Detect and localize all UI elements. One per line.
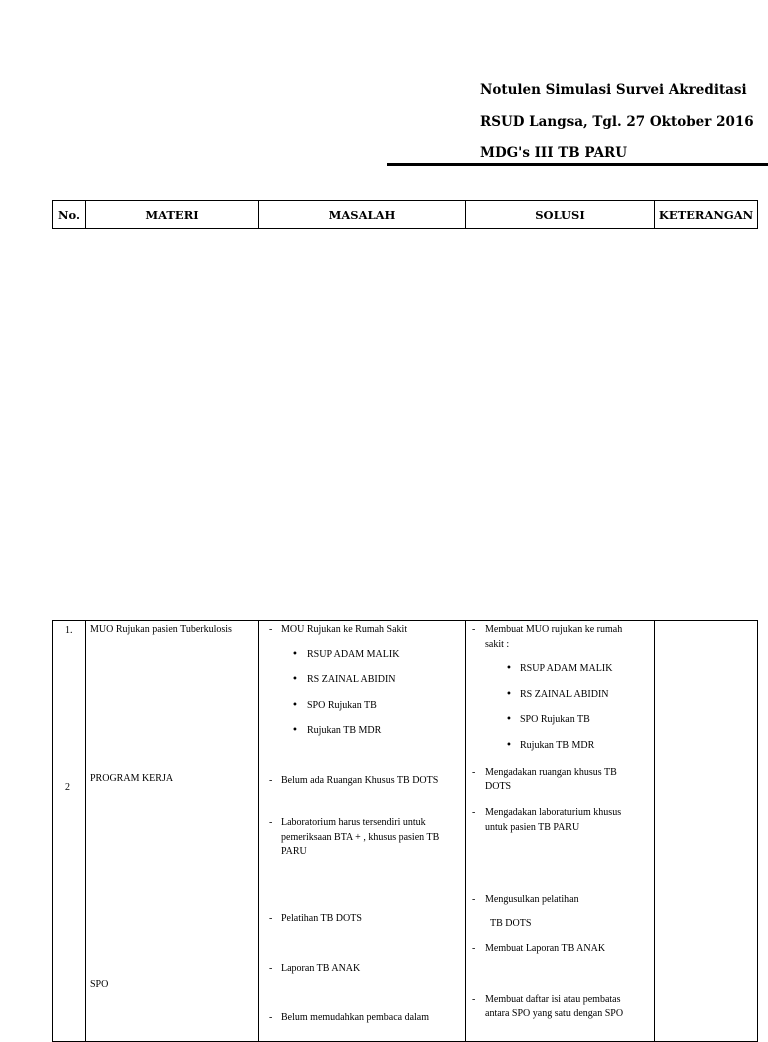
materi-spo: SPO — [90, 979, 109, 990]
solusi-bullet-tb-mdr: Rujukan TB MDR — [520, 740, 595, 751]
solusi-pelatihan-line1: Mengusulkan pelatihan — [485, 894, 579, 905]
col-header-materi: MATERI — [86, 201, 259, 229]
masalah-bullet-zainal-abidin: RS ZAINAL ABIDIN — [307, 674, 396, 685]
row-number-2: 2 — [65, 782, 70, 793]
row-number-1: 1. — [65, 625, 73, 636]
solusi-laporan: Membuat Laporan TB ANAK — [485, 943, 606, 954]
solusi-lab-line1: Mengadakan laboraturium khusus — [485, 807, 622, 818]
bullet-dot: • — [506, 740, 512, 751]
col-header-masalah: MASALAH — [259, 201, 466, 229]
cell-keterangan — [655, 621, 758, 1042]
solusi-bullet-spo-rujukan: SPO Rujukan TB — [520, 714, 590, 725]
solusi-mou-line2: sakit : — [485, 639, 510, 650]
solusi-ruangan-line2: DOTS — [485, 781, 512, 792]
dash-bullet: - — [269, 775, 273, 786]
dash-bullet: - — [269, 624, 273, 635]
masalah-bullet-spo-rujukan: SPO Rujukan TB — [307, 700, 377, 711]
header-rule — [387, 163, 768, 166]
dash-bullet: - — [269, 1012, 273, 1023]
masalah-ruangan: Belum ada Ruangan Khusus TB DOTS — [281, 775, 439, 786]
dash-bullet: - — [269, 817, 273, 828]
doc-subtitle-program: MDG's III TB PARU — [480, 145, 628, 161]
masalah-lab-line2: pemeriksaan BTA + , khusus pasien TB — [281, 832, 440, 843]
materi-rujukan: MUO Rujukan pasien Tuberkulosis — [90, 624, 232, 635]
bullet-dot: • — [292, 649, 298, 660]
bullet-dot: • — [292, 725, 298, 736]
masalah-laporan: Laporan TB ANAK — [281, 963, 361, 974]
masalah-bullet-adam-malik: RSUP ADAM MALIK — [307, 649, 400, 660]
dash-bullet: - — [269, 913, 273, 924]
bullet-dot: • — [506, 689, 512, 700]
col-header-solusi: SOLUSI — [466, 201, 655, 229]
dash-bullet: - — [472, 767, 476, 778]
solusi-ruangan-line1: Mengadakan ruangan khusus TB — [485, 767, 617, 778]
solusi-mou-line1: Membuat MUO rujukan ke rumah — [485, 624, 623, 635]
bullet-dot: • — [292, 700, 298, 711]
doc-title: Notulen Simulasi Survei Akreditasi — [480, 82, 747, 98]
bullet-dot: • — [506, 663, 512, 674]
cell-solusi — [466, 621, 655, 1042]
solusi-spo-line2: antara SPO yang satu dengan SPO — [485, 1008, 624, 1019]
materi-program-kerja: PROGRAM KERJA — [90, 773, 174, 784]
masalah-spo-pembaca: Belum memudahkan pembaca dalam — [281, 1012, 430, 1023]
dash-bullet: - — [472, 894, 476, 905]
masalah-mou: MOU Rujukan ke Rumah Sakit — [281, 624, 408, 635]
dash-bullet: - — [472, 807, 476, 818]
col-header-keterangan: KETERANGAN — [655, 201, 758, 229]
solusi-bullet-zainal-abidin: RS ZAINAL ABIDIN — [520, 689, 609, 700]
cell-no — [53, 621, 86, 1042]
bullet-dot: • — [506, 714, 512, 725]
header-table — [52, 200, 758, 229]
doc-subtitle-location-date: RSUD Langsa, Tgl. 27 Oktober 2016 — [480, 114, 754, 130]
dash-bullet: - — [472, 994, 476, 1005]
dash-bullet: - — [472, 624, 476, 635]
solusi-lab-line2: untuk pasien TB PARU — [485, 822, 580, 833]
masalah-lab-line3: PARU — [281, 846, 307, 857]
solusi-bullet-adam-malik: RSUP ADAM MALIK — [520, 663, 613, 674]
cell-materi — [86, 621, 259, 1042]
bullet-dot: • — [292, 674, 298, 685]
masalah-bullet-tb-mdr: Rujukan TB MDR — [307, 725, 382, 736]
solusi-pelatihan-line2: TB DOTS — [490, 918, 532, 929]
content-table — [52, 620, 758, 1042]
cell-masalah — [259, 621, 466, 1042]
masalah-pelatihan: Pelatihan TB DOTS — [281, 913, 362, 924]
col-header-no: No. — [53, 201, 86, 229]
solusi-spo-line1: Membuat daftar isi atau pembatas — [485, 994, 621, 1005]
dash-bullet: - — [269, 963, 273, 974]
masalah-lab-line1: Laboratorium harus tersendiri untuk — [281, 817, 426, 828]
dash-bullet: - — [472, 943, 476, 954]
